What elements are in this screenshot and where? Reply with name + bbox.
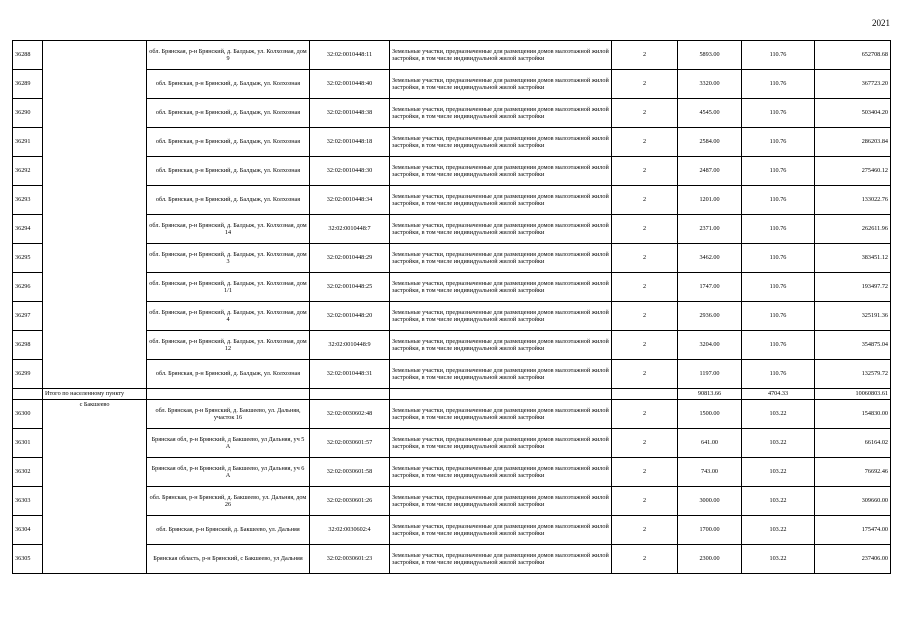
cell-cadastral-number: 32:02:0030601:58 [310, 458, 390, 487]
cell-land-purpose: Земельные участки, предназначенные для размещения домов малоэтажной жилой застройки, в том числе индивидуальной жилой застройки [390, 70, 612, 99]
cell-cadastral-value: 367723.20 [815, 70, 891, 99]
cell-cadastral-value: 154830.00 [815, 400, 891, 429]
cell-group: 2 [612, 244, 678, 273]
cell-specific-value: 110.76 [742, 302, 815, 331]
cell-area: 3320.00 [678, 70, 742, 99]
cell-land-purpose: Земельные участки, предназначенные для размещения домов малоэтажной жилой застройки, в том числе индивидуальной жилой застройки [390, 516, 612, 545]
cell-cadastral-number: 32:02:0010448:20 [310, 302, 390, 331]
cell-address: обл. Брянская, р-н Брянский, д. Балдыж, ул. Колхозная [147, 70, 310, 99]
cell-area: 3462.00 [678, 244, 742, 273]
cell-group [612, 389, 678, 400]
cell-number: 36296 [13, 273, 43, 302]
cell-number: 36289 [13, 70, 43, 99]
cell-area: 3000.00 [678, 487, 742, 516]
cell-number: 36298 [13, 331, 43, 360]
cell-area: 2371.00 [678, 215, 742, 244]
subtotal-label: Итого по населенному пункту [43, 389, 147, 400]
cell-cadastral-number: 32:02:0010448:18 [310, 128, 390, 157]
cell-land-purpose: Земельные участки, предназначенные для размещения домов малоэтажной жилой застройки, в том числе индивидуальной жилой застройки [390, 429, 612, 458]
cell-address: обл. Брянская, р-н Брянский, д. Балдыж, ул. Колхозная [147, 128, 310, 157]
cell-area: 1197.00 [678, 360, 742, 389]
cell-land-purpose: Земельные участки, предназначенные для размещения домов малоэтажной жилой застройки, в том числе индивидуальной жилой застройки [390, 244, 612, 273]
cell-address: обл. Брянская, р-н Брянский, д. Балдыж, ул. Колхозная [147, 360, 310, 389]
cell-cadastral-value: 76692.46 [815, 458, 891, 487]
cell-group: 2 [612, 99, 678, 128]
cell-land-purpose: Земельные участки, предназначенные для размещения домов малоэтажной жилой застройки, в том числе индивидуальной жилой застройки [390, 157, 612, 186]
cell-cadastral-number: 32:02:0010448:11 [310, 41, 390, 70]
cell-address: обл. Брянская, р-н Брянский, д. Балдыж, ул. Колхозная, дом 3 [147, 244, 310, 273]
cell-group: 2 [612, 545, 678, 574]
cell-land-purpose: Земельные участки, предназначенные для размещения домов малоэтажной жилой застройки, в том числе индивидуальной жилой застройки [390, 41, 612, 70]
cell-area: 1700.00 [678, 516, 742, 545]
cell-land-purpose: Земельные участки, предназначенные для размещения домов малоэтажной жилой застройки, в том числе индивидуальной жилой застройки [390, 458, 612, 487]
cell-specific-value: 110.76 [742, 157, 815, 186]
cell-number: 36303 [13, 487, 43, 516]
cell-cadastral-number: 32:02:0010448:31 [310, 360, 390, 389]
cell-area: 1747.00 [678, 273, 742, 302]
cell-cadastral-value: 354875.04 [815, 331, 891, 360]
cell-cadastral-value: 175474.00 [815, 516, 891, 545]
cell-area: 1201.00 [678, 186, 742, 215]
cell-area: 3204.00 [678, 331, 742, 360]
cell-address: обл. Брянская, р-н Брянский, д. Балдыж, ул. Колхозная, дом 12 [147, 331, 310, 360]
cell-cadastral-value: 309660.00 [815, 487, 891, 516]
cell-specific-value: 110.76 [742, 215, 815, 244]
cell-cadastral-number: 32:02:0010448:25 [310, 273, 390, 302]
cell-group: 2 [612, 41, 678, 70]
page-number: 2021 [872, 18, 890, 28]
cell-group: 2 [612, 215, 678, 244]
cell-number: 36304 [13, 516, 43, 545]
cell-address: обл. Брянская, р-н Брянский, д. Балдыж, ул. Колхозная, дом 14 [147, 215, 310, 244]
cell-number [13, 389, 43, 400]
cell-address: Брянская обл, р-н Брянский, д Бакшеево, ул Дальняя, уч 6 А [147, 458, 310, 487]
cell-cadastral-number: 32:02:0010448:9 [310, 331, 390, 360]
cell-cadastral-value: 503404.20 [815, 99, 891, 128]
cell-cadastral-number: 32:02:0010448:40 [310, 70, 390, 99]
cell-cadastral-number: 32:02:0030602:48 [310, 400, 390, 429]
cell-specific-value: 110.76 [742, 41, 815, 70]
cell-group: 2 [612, 360, 678, 389]
cell-cadastral-value: 275460.12 [815, 157, 891, 186]
cell-number: 36300 [13, 400, 43, 429]
cell-cadastral-number: 32:02:0010448:29 [310, 244, 390, 273]
cell-number: 36305 [13, 545, 43, 574]
cell-group: 2 [612, 157, 678, 186]
cell-land-purpose: Земельные участки, предназначенные для размещения домов малоэтажной жилой застройки, в том числе индивидуальной жилой застройки [390, 545, 612, 574]
cell-group: 2 [612, 331, 678, 360]
cell-specific-value: 110.76 [742, 99, 815, 128]
cell-address: обл. Брянская, р-н Брянский, д. Балдыж, ул. Колхозная [147, 186, 310, 215]
cell-number: 36288 [13, 41, 43, 70]
cell-number: 36299 [13, 360, 43, 389]
cell-address: Брянская обл, р-н Брянский, д Бакшеево, ул Дальняя, уч 5 А [147, 429, 310, 458]
cell-area: 743.00 [678, 458, 742, 487]
cell-cadastral-number: 32:02:0030601:23 [310, 545, 390, 574]
cell-number: 36294 [13, 215, 43, 244]
cell-cadastral-number [310, 389, 390, 400]
cell-number: 36290 [13, 99, 43, 128]
cell-address: Брянская область, р-н Брянский, с Бакшеево, ул Дальняя [147, 545, 310, 574]
cell-cadastral-value: 383451.12 [815, 244, 891, 273]
cell-land-purpose: Земельные участки, предназначенные для размещения домов малоэтажной жилой застройки, в том числе индивидуальной жилой застройки [390, 400, 612, 429]
cell-cadastral-number: 32:02:0030602:4 [310, 516, 390, 545]
cell-cadastral-value: 132579.72 [815, 360, 891, 389]
cell-specific-value: 103.22 [742, 458, 815, 487]
cell-group: 2 [612, 70, 678, 99]
cell-land-purpose: Земельные участки, предназначенные для размещения домов малоэтажной жилой застройки, в том числе индивидуальной жилой застройки [390, 302, 612, 331]
cell-specific-value: 110.76 [742, 244, 815, 273]
cell-group: 2 [612, 487, 678, 516]
cell-specific-value: 110.76 [742, 331, 815, 360]
table-row [13, 41, 891, 70]
cell-land-purpose: Земельные участки, предназначенные для размещения домов малоэтажной жилой застройки, в том числе индивидуальной жилой застройки [390, 273, 612, 302]
cell-cadastral-value: 66164.02 [815, 429, 891, 458]
table-row [13, 400, 891, 429]
cell-locality: с Бакшеево [43, 400, 147, 574]
cell-cadastral-value: 652708.68 [815, 41, 891, 70]
cell-number: 36295 [13, 244, 43, 273]
cell-address: обл. Брянская, р-н Брянский, д. Балдыж, ул. Колхозная, дом 4 [147, 302, 310, 331]
cell-group: 2 [612, 186, 678, 215]
cell-specific-value: 103.22 [742, 516, 815, 545]
cell-specific-value: 110.76 [742, 128, 815, 157]
cell-cadastral-number: 32:02:0030601:57 [310, 429, 390, 458]
cell-cadastral-value: 133022.76 [815, 186, 891, 215]
cell-specific-value: 110.76 [742, 186, 815, 215]
cell-area: 1500.00 [678, 400, 742, 429]
cell-number: 36301 [13, 429, 43, 458]
cell-address: обл. Брянская, р-н Брянский, д. Балдыж, ул. Колхозная, дом 9 [147, 41, 310, 70]
cell-address: обл. Брянская, р-н Брянский, д. Бакшеево, ул. Дальняя, дом 26 [147, 487, 310, 516]
cell-specific-value: 110.76 [742, 70, 815, 99]
cell-address: обл. Брянская, р-н Брянский, д. Бакшеево, ул. Дальняя [147, 516, 310, 545]
subtotal-specific-value: 4704.33 [742, 389, 815, 400]
cell-group: 2 [612, 400, 678, 429]
cell-address: обл. Брянская, р-н Брянский, д. Балдыж, ул. Колхозная, дом 1/1 [147, 273, 310, 302]
cell-land-purpose: Земельные участки, предназначенные для размещения домов малоэтажной жилой застройки, в том числе индивидуальной жилой застройки [390, 215, 612, 244]
cell-land-purpose: Земельные участки, предназначенные для размещения домов малоэтажной жилой застройки, в том числе индивидуальной жилой застройки [390, 331, 612, 360]
cell-group: 2 [612, 458, 678, 487]
cell-number: 36297 [13, 302, 43, 331]
cell-number: 36293 [13, 186, 43, 215]
cell-group: 2 [612, 302, 678, 331]
cell-cadastral-value: 286203.84 [815, 128, 891, 157]
cell-specific-value: 110.76 [742, 360, 815, 389]
cell-cadastral-value: 325191.36 [815, 302, 891, 331]
cell-group: 2 [612, 516, 678, 545]
cell-area: 2487.00 [678, 157, 742, 186]
cell-land-purpose [390, 389, 612, 400]
cell-area: 2300.00 [678, 545, 742, 574]
subtotal-cadastral-value: 10060803.61 [815, 389, 891, 400]
cell-number: 36292 [13, 157, 43, 186]
cell-area: 641.00 [678, 429, 742, 458]
cell-cadastral-number: 32:02:0010448:30 [310, 157, 390, 186]
cell-address [147, 389, 310, 400]
cell-group: 2 [612, 429, 678, 458]
cadastral-value-table [12, 40, 891, 574]
cell-cadastral-number: 32:02:0010448:7 [310, 215, 390, 244]
cell-address: обл. Брянская, р-н Брянский, д. Балдыж, ул. Колхозная [147, 99, 310, 128]
cell-specific-value: 103.22 [742, 429, 815, 458]
cell-specific-value: 103.22 [742, 545, 815, 574]
cell-cadastral-number: 32:02:0010448:38 [310, 99, 390, 128]
cell-cadastral-value: 262611.96 [815, 215, 891, 244]
cell-cadastral-value: 237406.00 [815, 545, 891, 574]
cell-land-purpose: Земельные участки, предназначенные для размещения домов малоэтажной жилой застройки, в том числе индивидуальной жилой застройки [390, 487, 612, 516]
cell-area: 5893.00 [678, 41, 742, 70]
cell-area: 4545.00 [678, 99, 742, 128]
cell-cadastral-number: 32:02:0030601:26 [310, 487, 390, 516]
subtotal-area: 90813.66 [678, 389, 742, 400]
cell-area: 2936.00 [678, 302, 742, 331]
cell-cadastral-number: 32:02:0010448:34 [310, 186, 390, 215]
cell-number: 36302 [13, 458, 43, 487]
cell-group: 2 [612, 128, 678, 157]
cell-locality [43, 41, 147, 389]
cell-address: обл. Брянская, р-н Брянский, д. Балдыж, ул. Колхозная [147, 157, 310, 186]
cell-land-purpose: Земельные участки, предназначенные для размещения домов малоэтажной жилой застройки, в том числе индивидуальной жилой застройки [390, 128, 612, 157]
cell-cadastral-value: 193497.72 [815, 273, 891, 302]
cell-number: 36291 [13, 128, 43, 157]
cell-land-purpose: Земельные участки, предназначенные для размещения домов малоэтажной жилой застройки, в том числе индивидуальной жилой застройки [390, 99, 612, 128]
cell-specific-value: 103.22 [742, 487, 815, 516]
cell-group: 2 [612, 273, 678, 302]
cell-land-purpose: Земельные участки, предназначенные для размещения домов малоэтажной жилой застройки, в том числе индивидуальной жилой застройки [390, 360, 612, 389]
cell-address: обл. Брянская, р-н Брянский, д. Бакшеево, ул. Дальняя, участок 16 [147, 400, 310, 429]
cell-area: 2584.00 [678, 128, 742, 157]
subtotal-row [13, 389, 891, 400]
cell-land-purpose: Земельные участки, предназначенные для размещения домов малоэтажной жилой застройки, в том числе индивидуальной жилой застройки [390, 186, 612, 215]
cell-specific-value: 103.22 [742, 400, 815, 429]
cell-specific-value: 110.76 [742, 273, 815, 302]
table-body [13, 41, 891, 574]
